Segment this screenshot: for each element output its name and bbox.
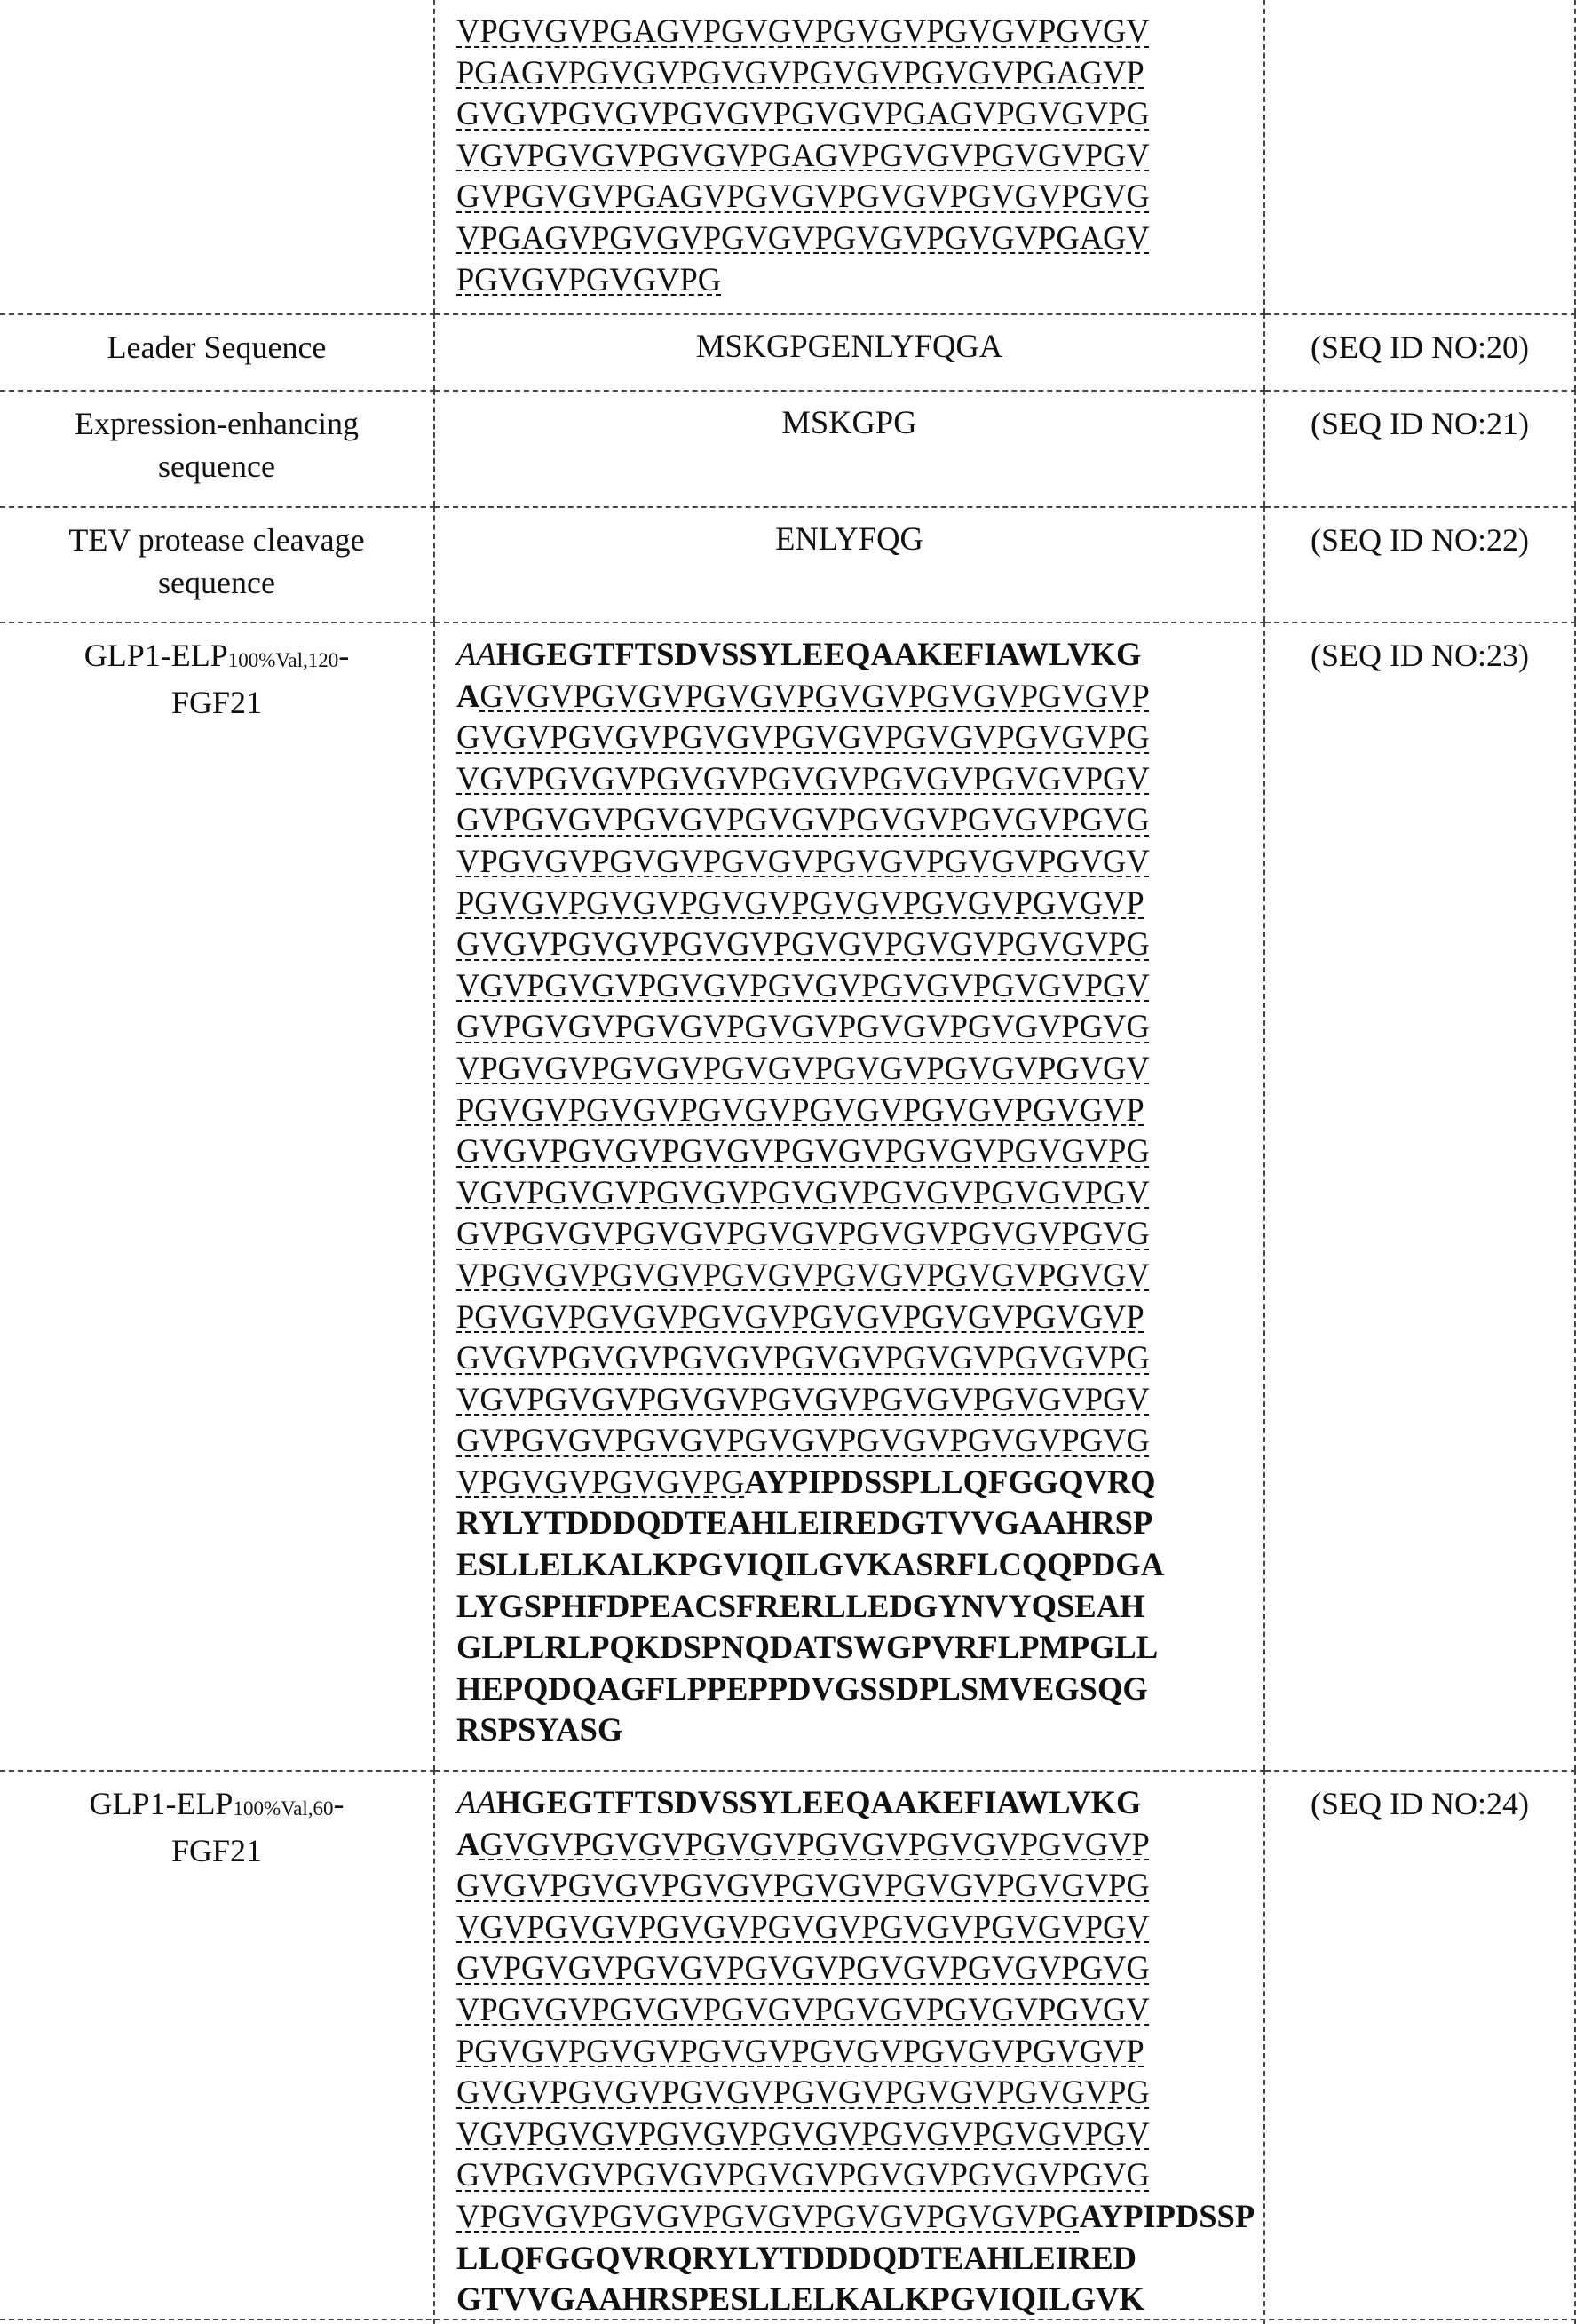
sequence-text: ENLYFQG xyxy=(775,520,923,557)
sequence-line xyxy=(456,1503,1263,1544)
seq-id-cell xyxy=(1265,1770,1576,2324)
sequence-line xyxy=(456,2154,1263,2196)
elp-segment: GVPGVGVPGVGVPGVGVPGVGVPGVGVPGVG xyxy=(456,1008,1150,1044)
sequence-line xyxy=(456,1824,1263,1866)
sequence-line xyxy=(456,259,1263,301)
row-label-subscript: 100%Val,60 xyxy=(233,1797,333,1820)
bold-peptide-segment: A xyxy=(456,678,479,714)
bold-peptide-segment: A xyxy=(456,1826,479,1862)
elp-segment: VGVPGVGVPGVGVPGVGVPGVGVPGVGVPGV xyxy=(456,2115,1150,2152)
bold-peptide-segment: ESLLELKALKPGVIQILGVKASRFLCQQPDGA xyxy=(456,1546,1164,1582)
sequence-line xyxy=(456,176,1263,218)
sequence-line xyxy=(456,1337,1263,1379)
sequence-line xyxy=(456,883,1263,924)
elp-segment: GVPGVGVPGVGVPGVGVPGVGVPGVGVPGVG xyxy=(456,1215,1150,1251)
row-label: Expression-enhancing sequence xyxy=(75,406,359,484)
sequence-line xyxy=(435,402,1263,444)
row-label-dash: - xyxy=(334,1786,345,1821)
seq-id-cell xyxy=(1265,622,1576,1770)
elp-segment: PGVGVPGVGVPGVGVPGVGVPGVGVPGVGVP xyxy=(456,884,1144,921)
sequence-line xyxy=(456,1172,1263,1214)
elp-segment: PGVGVPGVGVPGVGVPGVGVPGVGVPGVGVP xyxy=(456,2033,1144,2069)
row-label-subscript: 100%Val,120 xyxy=(228,649,339,671)
sequence-line xyxy=(456,1255,1263,1297)
elp-segment: VPGVGVPGVGVPGVGVPGVGVPGVGVPGVGV xyxy=(456,1050,1150,1086)
italic-residue-segment: AA xyxy=(456,636,496,672)
sequence-line xyxy=(456,1709,1263,1751)
sequence-line xyxy=(456,1669,1263,1710)
elp-segment: VPGVGVPGVGVPG xyxy=(456,1463,745,1500)
bold-peptide-segment: RSPSYASG xyxy=(456,1711,622,1748)
elp-segment: VGVPGVGVPGVGVPGVGVPGVGVPGVGVPGV xyxy=(456,1174,1150,1210)
sequence-line xyxy=(456,1782,1263,1824)
bold-peptide-segment: HEPQDQAGFLPPEPPDVGSSDPLSMVEGSQG xyxy=(456,1670,1148,1707)
row-label-main: GLP1-ELP xyxy=(84,638,228,673)
elp-segment: VGVPGVGVPGVGVPGVGVPGVGVPGVGVPGV xyxy=(456,760,1150,797)
sequence-line xyxy=(456,2196,1263,2238)
seq-id: (SEQ ID NO:23) xyxy=(1311,638,1529,673)
elp-segment: VPGVGVPGVGVPGVGVPGVGVPGVGVPGVGV xyxy=(456,1991,1150,2027)
elp-segment: GVGVPGVGVPGVGVPGVGVPGVGVPGVGVPG xyxy=(456,1132,1150,1169)
sequence-line xyxy=(456,924,1263,965)
bold-peptide-segment: LYGSPHFDPEACSFRERLLEDGYNVYQSEAH xyxy=(456,1588,1144,1624)
sequence-line xyxy=(456,1130,1263,1172)
sequence-line xyxy=(456,135,1263,177)
sequence-line xyxy=(456,2238,1263,2280)
elp-segment: PGVGVPGVGVPGVGVPGVGVPGVGVPGVGVP xyxy=(456,1091,1144,1128)
bold-peptide-segment: AYPIPDSSP xyxy=(1080,2198,1255,2234)
bold-peptide-segment: RYLYTDDDQDTEAHLEIREDGTVVGAAHRSP xyxy=(456,1504,1152,1541)
bold-peptide-segment: HGEGTFTSDVSSYLEEQAAKEFIAWLVKG xyxy=(496,1784,1142,1820)
sequence-line xyxy=(456,2072,1263,2114)
row-label-line2: FGF21 xyxy=(18,681,416,724)
elp-segment: GVPGVGVPGVGVPGVGVPGVGVPGVGVPGVG xyxy=(456,1422,1150,1458)
seq-id-cell xyxy=(1265,506,1576,622)
sequence-line xyxy=(456,1586,1263,1628)
row-label-cell xyxy=(0,390,435,506)
bold-peptide-segment: GLPLRLPQKDSPNQDATSWGPVRFLPMPGLL xyxy=(456,1629,1158,1665)
seq-id: (SEQ ID NO:22) xyxy=(1311,522,1529,558)
sequence-line xyxy=(456,841,1263,883)
elp-segment: GVGVPGVGVPGVGVPGVGVPGVGVPGVGVPG xyxy=(456,2074,1150,2110)
elp-segment: GVGVPGVGVPGVGVPGVGVPGAGVPGVGVPG xyxy=(456,95,1150,131)
sequence-cell xyxy=(435,0,1265,313)
sequence-cell xyxy=(435,390,1265,506)
table-bottom-border xyxy=(0,2319,1576,2320)
sequence-line xyxy=(456,1090,1263,1131)
sequence-line xyxy=(456,1627,1263,1669)
elp-segment: PGVGVPGVGVPG xyxy=(456,261,721,297)
sequence-line xyxy=(456,1379,1263,1421)
sequence-line xyxy=(456,965,1263,1007)
seq-id-cell xyxy=(1265,390,1576,506)
elp-segment: GVPGVGVPGVGVPGVGVPGVGVPGVGVPGVG xyxy=(456,1949,1150,1986)
row-label: TEV protease cleavage sequence xyxy=(68,522,364,600)
sequence-text: MSKGPG xyxy=(781,404,916,440)
elp-segment: PGAGVPGVGVPGVGVPGVGVPGVGVPGAGVP xyxy=(456,54,1144,91)
elp-segment: VPGVGVPGAGVPGVGVPGVGVPGVGVPGVGV xyxy=(456,12,1150,49)
elp-segment: VGVPGVGVPGVGVPGVGVPGVGVPGVGVPGV xyxy=(456,1908,1150,1945)
sequence-line xyxy=(456,1947,1263,1989)
row-label-cell xyxy=(0,622,435,1770)
sequence-line xyxy=(456,52,1263,94)
sequence-line xyxy=(456,1297,1263,1338)
sequence-line xyxy=(456,717,1263,758)
elp-segment: VPGVGVPGVGVPGVGVPGVGVPGVGVPGVGV xyxy=(456,843,1150,879)
elp-segment: GVGVPGVGVPGVGVPGVGVPGVGVPGVGVP xyxy=(479,678,1149,714)
sequence-line xyxy=(456,1006,1263,1048)
sequence-line xyxy=(435,519,1263,560)
sequence-line xyxy=(456,676,1263,718)
sequence-line xyxy=(456,1048,1263,1090)
elp-segment: GVPGVGVPGAGVPGVGVPGVGVPGVGVPGVG xyxy=(456,178,1150,214)
sequence-cell xyxy=(435,622,1265,1770)
sequence-line xyxy=(456,11,1263,52)
sequence-cell xyxy=(435,506,1265,622)
sequence-line xyxy=(456,634,1263,676)
seq-id-cell xyxy=(1265,0,1576,313)
sequence-cell xyxy=(435,1770,1265,2324)
elp-segment: PGVGVPGVGVPGVGVPGVGVPGVGVPGVGVP xyxy=(456,1298,1144,1335)
elp-segment: GVGVPGVGVPGVGVPGVGVPGVGVPGVGVPG xyxy=(456,718,1150,755)
row-label: Leader Sequence xyxy=(107,329,327,365)
elp-segment: VPGVGVPGVGVPGVGVPGVGVPGVGVPGVGV xyxy=(456,1257,1150,1293)
row-label-dash: - xyxy=(338,638,349,673)
elp-segment: VPGAGVPGVGVPGVGVPGVGVPGVGVPGAGV xyxy=(456,219,1150,256)
italic-residue-segment: AA xyxy=(456,1784,496,1820)
sequence-line xyxy=(456,758,1263,800)
row-label-cell xyxy=(0,506,435,622)
sequence-line xyxy=(456,2031,1263,2073)
row-label-cell xyxy=(0,1770,435,2324)
elp-segment: GVPGVGVPGVGVPGVGVPGVGVPGVGVPGVG xyxy=(456,801,1150,837)
sequence-cell xyxy=(435,313,1265,390)
sequence-line xyxy=(435,326,1263,368)
bold-peptide-segment: LLQFGGQVRQRYLYTDDDQDTEAHLEIRED xyxy=(456,2240,1136,2276)
elp-segment: VPGVGVPGVGVPGVGVPGVGVPGVGVPG xyxy=(456,2198,1080,2234)
bold-peptide-segment: HGEGTFTSDVSSYLEEQAAKEFIAWLVKG xyxy=(496,636,1142,672)
sequence-line xyxy=(456,799,1263,841)
sequence-line xyxy=(456,218,1263,259)
bold-peptide-segment: AYPIPDSSPLLQFGGQVRQ xyxy=(745,1463,1156,1500)
row-label-main: GLP1-ELP xyxy=(89,1786,233,1821)
sequence-line xyxy=(456,93,1263,135)
sequence-table xyxy=(0,0,1576,2324)
seq-id: (SEQ ID NO:20) xyxy=(1311,329,1529,365)
elp-segment: GVPGVGVPGVGVPGVGVPGVGVPGVGVPGVG xyxy=(456,2156,1150,2193)
sequence-line xyxy=(456,1420,1263,1462)
elp-segment: VGVPGVGVPGVGVPGAGVPGVGVPGVGVPGV xyxy=(456,137,1150,173)
sequence-line xyxy=(456,1544,1263,1586)
elp-segment: GVGVPGVGVPGVGVPGVGVPGVGVPGVGVP xyxy=(479,1826,1149,1862)
sequence-line xyxy=(456,1907,1263,1948)
seq-id: (SEQ ID NO:24) xyxy=(1311,1786,1529,1821)
elp-segment: VGVPGVGVPGVGVPGVGVPGVGVPGVGVPGV xyxy=(456,967,1150,1003)
sequence-line xyxy=(456,1462,1263,1503)
sequence-line xyxy=(456,1213,1263,1255)
sequence-line xyxy=(456,2279,1263,2320)
elp-segment: VGVPGVGVPGVGVPGVGVPGVGVPGVGVPGV xyxy=(456,1381,1150,1417)
row-label-line2: FGF21 xyxy=(18,1829,416,1872)
elp-segment: GVGVPGVGVPGVGVPGVGVPGVGVPGVGVPG xyxy=(456,1339,1150,1376)
row-label-cell xyxy=(0,0,435,313)
sequence-line xyxy=(456,1865,1263,1907)
seq-id-cell xyxy=(1265,313,1576,390)
seq-id: (SEQ ID NO:21) xyxy=(1311,406,1529,441)
sequence-text: MSKGPGENLYFQGA xyxy=(696,328,1002,364)
sequence-line xyxy=(456,2114,1263,2155)
row-label-cell xyxy=(0,313,435,390)
bold-peptide-segment: GTVVGAAHRSPESLLELKALKPGVIQILGVK xyxy=(456,2280,1144,2317)
elp-segment: GVGVPGVGVPGVGVPGVGVPGVGVPGVGVPG xyxy=(456,925,1150,962)
elp-segment: GVGVPGVGVPGVGVPGVGVPGVGVPGVGVPG xyxy=(456,1867,1150,1903)
sequence-line xyxy=(456,1989,1263,2031)
